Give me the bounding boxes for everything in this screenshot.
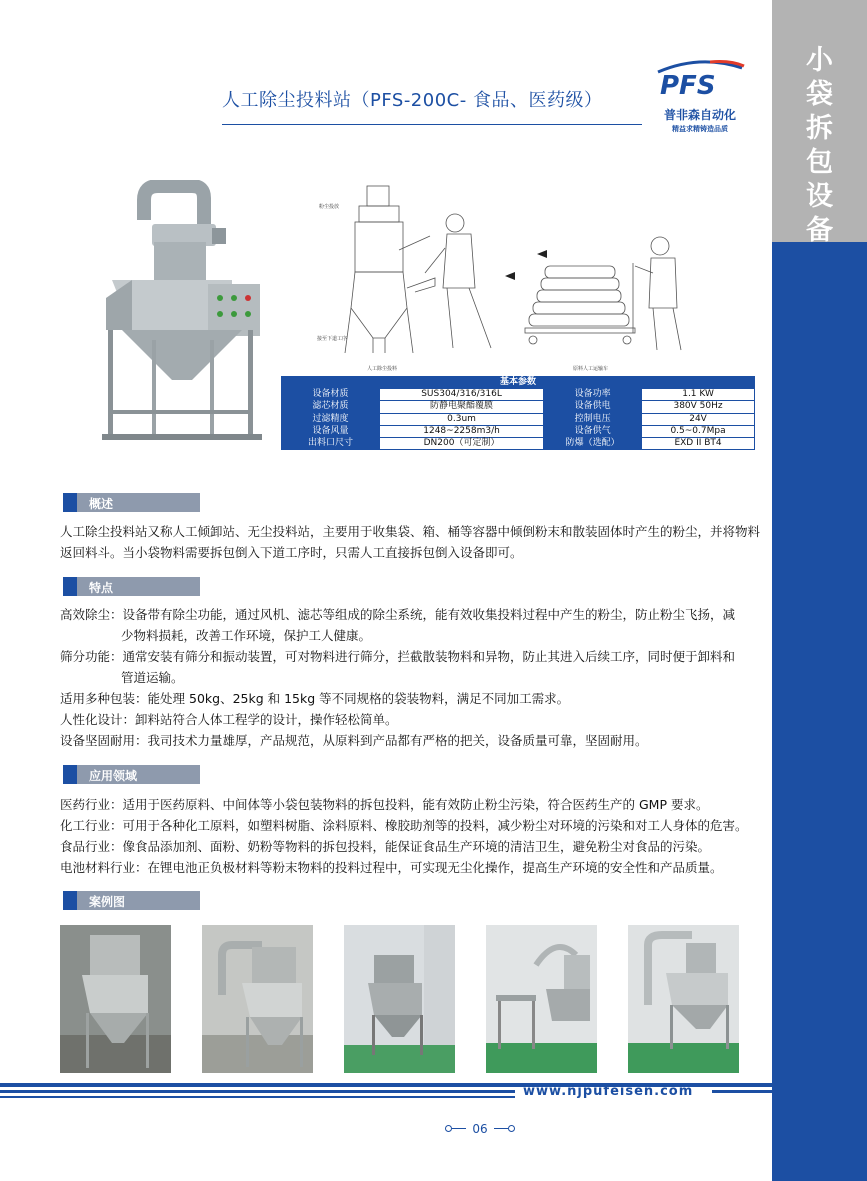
table-row bbox=[282, 425, 755, 437]
spec-label: 设备供气 bbox=[544, 425, 642, 437]
case-photo bbox=[344, 925, 455, 1073]
spec-label: 控制电压 bbox=[544, 413, 642, 425]
logo-tagline: 精益求精铸造品质 bbox=[672, 125, 728, 133]
table-row bbox=[282, 389, 755, 401]
feature-text-continued: 管道运输。 bbox=[121, 670, 184, 685]
list-item bbox=[60, 794, 760, 815]
company-logo bbox=[650, 58, 750, 138]
feature-key: 适用多种包装： bbox=[60, 691, 148, 706]
section-title: 特点 bbox=[89, 581, 114, 595]
footer-rule bbox=[712, 1090, 772, 1093]
spec-value: 24V bbox=[642, 413, 755, 425]
spec-value: DN200（可定制） bbox=[380, 437, 544, 449]
list-item bbox=[60, 688, 760, 709]
list-item bbox=[60, 836, 760, 857]
section-header-cases bbox=[63, 891, 200, 910]
spec-label: 设备供电 bbox=[544, 401, 642, 413]
page-number-block bbox=[440, 1121, 520, 1136]
side-title-char: 袋 bbox=[806, 79, 833, 110]
feature-text: 我司技术力量雄厚，产品规范，从原料到产品都有严格的把关，设备质量可靠，坚固耐用。 bbox=[147, 733, 648, 748]
side-title bbox=[772, 44, 867, 248]
case-photo bbox=[202, 925, 313, 1073]
spec-value: 1.1 KW bbox=[642, 389, 755, 401]
application-key: 电池材料行业： bbox=[60, 860, 148, 875]
side-title-char: 备 bbox=[806, 215, 833, 246]
feature-key: 设备坚固耐用： bbox=[60, 733, 148, 748]
process-diagram bbox=[315, 178, 740, 373]
spec-table-title: 基本参数 bbox=[282, 377, 755, 389]
spec-label: 防爆（选配） bbox=[544, 437, 642, 449]
page-number: 06 bbox=[472, 1121, 488, 1136]
spec-table bbox=[281, 376, 755, 450]
diagram-label-dust: 粉尘投放 bbox=[319, 204, 340, 210]
section-header-features bbox=[63, 577, 200, 596]
table-row bbox=[282, 413, 755, 425]
application-text: 可用于各种化工原料，如塑料树脂、涂料原料、橡胶助剂等的投料，减少粉尘对环境的污染和对工人身体的危害。 bbox=[122, 818, 748, 833]
footer-rule bbox=[0, 1090, 515, 1093]
table-row bbox=[282, 401, 755, 413]
spec-label: 设备材质 bbox=[282, 389, 380, 401]
page-dash bbox=[452, 1128, 466, 1130]
page-dot-icon bbox=[508, 1125, 515, 1132]
application-text: 像食品添加剂、面粉、奶粉等物料的拆包投料，能保证食品生产环境的清洁卫生，避免粉尘对食品的污染。 bbox=[122, 839, 711, 854]
spec-label: 设备风量 bbox=[282, 425, 380, 437]
list-item bbox=[60, 709, 760, 730]
section-header-applications bbox=[63, 765, 200, 784]
feature-text: 设备带有除尘功能，通过风机、滤芯等组成的除尘系统，能有效收集投料过程中产生的粉尘，防止粉尘飞扬，减 bbox=[122, 607, 736, 622]
section-header-overview bbox=[63, 493, 200, 512]
spec-value: 380V 50Hz bbox=[642, 401, 755, 413]
applications-list bbox=[60, 794, 760, 878]
feature-text: 卸料站符合人体工程学的设计，操作轻松简单。 bbox=[135, 712, 398, 727]
logo-mark-text: PFS bbox=[660, 71, 716, 100]
list-item bbox=[60, 815, 760, 836]
footer-website: www.njpufeisen.com bbox=[523, 1084, 694, 1099]
spec-label: 设备功率 bbox=[544, 389, 642, 401]
diagram-caption-left: 人工除尘投料 bbox=[367, 366, 398, 372]
spec-value: 0.3um bbox=[380, 413, 544, 425]
section-title: 案例图 bbox=[89, 895, 126, 909]
application-key: 化工行业： bbox=[60, 818, 123, 833]
spec-value: 防静电聚酯覆膜 bbox=[380, 401, 544, 413]
features-list bbox=[60, 604, 760, 751]
section-title: 应用领域 bbox=[89, 769, 138, 783]
overview-text: 人工除尘投料站又称人工倾卸站、无尘投料站，主要用于收集袋、箱、桶等容器中倾倒粉末和散装固体时产生的粉尘，并将物料返回料斗。当小袋物料需要拆包倒入下道工序时，只需人工直接拆包倒入设备即可。 bbox=[60, 524, 761, 560]
product-photo bbox=[92, 180, 278, 446]
feature-key: 人性化设计： bbox=[60, 712, 136, 727]
feature-key: 筛分功能： bbox=[60, 649, 123, 664]
feature-text-continued: 少物料损耗，改善工作环境，保护工人健康。 bbox=[121, 628, 372, 643]
application-key: 食品行业： bbox=[60, 839, 123, 854]
side-title-char: 设 bbox=[806, 181, 833, 212]
table-row bbox=[282, 437, 755, 449]
feature-key: 高效除尘： bbox=[60, 607, 123, 622]
spec-value: 1248~2258m3/h bbox=[380, 425, 544, 437]
list-item bbox=[60, 857, 760, 878]
case-photo bbox=[60, 925, 171, 1073]
spec-label: 滤芯材质 bbox=[282, 401, 380, 413]
side-title-char: 包 bbox=[806, 147, 833, 178]
spec-value: EXD II BT4 bbox=[642, 437, 755, 449]
pfs-logo-icon bbox=[650, 58, 750, 100]
page-dash bbox=[494, 1128, 508, 1130]
side-title-char: 拆 bbox=[806, 113, 833, 144]
diagram-label-outlet: 接至下道工序 bbox=[317, 336, 348, 342]
title-divider bbox=[222, 124, 642, 125]
list-item bbox=[60, 646, 760, 667]
footer-rule bbox=[0, 1096, 515, 1098]
spec-value: SUS304/316/316L bbox=[380, 389, 544, 401]
application-text: 适用于医药原料、中间体等小袋包装物料的拆包投料，能有效防止粉尘污染，符合医药生产的 GMP 要求。 bbox=[122, 797, 709, 812]
page-title: 人工除尘投料站（PFS-200C- 食品、医药级） bbox=[222, 90, 603, 111]
feature-text: 能处理 50kg、25kg 和 15kg 等不同规格的袋装物料，满足不同加工需求。 bbox=[147, 691, 570, 706]
spec-label: 出料口尺寸 bbox=[282, 437, 380, 449]
list-item bbox=[60, 730, 760, 751]
spec-label: 过滤精度 bbox=[282, 413, 380, 425]
logo-company-name: 普非森自动化 bbox=[663, 108, 736, 122]
application-text: 在锂电池正负极材料等粉末物料的投料过程中，可实现无尘化操作，提高生产环境的安全性和产品质量。 bbox=[147, 860, 723, 875]
page-dot-icon bbox=[445, 1125, 452, 1132]
application-key: 医药行业： bbox=[60, 797, 123, 812]
section-title: 概述 bbox=[89, 497, 114, 511]
feature-text: 通常安装有筛分和振动装置，可对物料进行筛分，拦截散装物料和异物，防止其进入后续工序，同时便于卸料和 bbox=[122, 649, 736, 664]
side-title-char: 小 bbox=[806, 45, 833, 76]
spec-header-row bbox=[282, 377, 755, 389]
diagram-caption-right: 原料人工运输车 bbox=[573, 366, 609, 372]
case-photo bbox=[628, 925, 739, 1073]
spec-value: 0.5~0.7Mpa bbox=[642, 425, 755, 437]
case-photo bbox=[486, 925, 597, 1073]
list-item bbox=[60, 604, 760, 625]
side-band-blue bbox=[772, 242, 867, 1181]
